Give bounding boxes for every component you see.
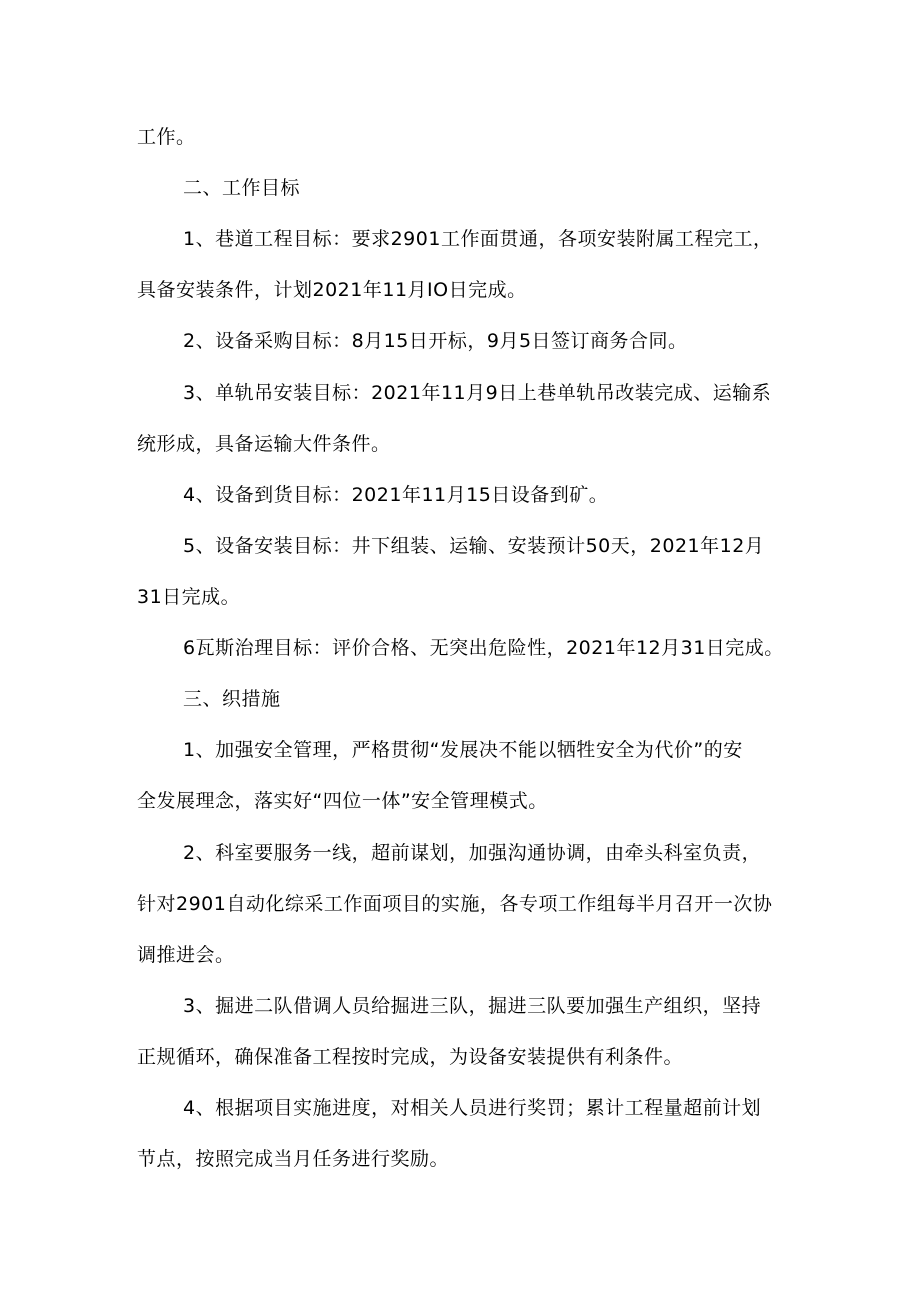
text-line: 1、巷道工程目标：要求2901工作面贯通，各项安装附属工程完工，: [183, 228, 773, 250]
text-line: 调推进会。: [137, 944, 235, 966]
text-line: 5、设备安装目标：井下组装、运输、安装预计50天，2021年12月: [183, 535, 765, 557]
text-line: 全发展理念，落实好“四位一体”安全管理模式。: [137, 790, 548, 812]
text-line: 31日完成。: [137, 586, 241, 608]
text-line: 3、掘进二队借调人员给掘进三队，掘进三队要加强生产组织，坚持: [183, 995, 762, 1017]
text-line: 6瓦斯治理目标：评价合格、无突出危险性，2021年12月31日完成。: [183, 637, 784, 659]
text-line: 统形成，具备运输大件条件。: [137, 433, 391, 455]
text-line: 工作。: [137, 126, 196, 148]
text-line: 2、科室要服务一线，超前谋划，加强沟通协调，由牵头科室负责，: [183, 842, 762, 864]
text-line: 4、根据项目实施进度，对相关人员进行奖罚；累计工程量超前计划: [183, 1097, 762, 1119]
text-line: 3、单轨吊安装目标：2021年11月9日上巷单轨吊改装完成、运输系: [183, 382, 772, 404]
text-line: 1、加强安全管理，严格贯彻“发展决不能以牺牲安全为代价”的安: [183, 739, 743, 761]
section-heading: 二、工作目标: [183, 177, 301, 199]
text-line: 2、设备采购目标：8月15日开标，9月5日签订商务合同。: [183, 330, 688, 352]
text-line: 节点，按照完成当月任务进行奖励。: [137, 1148, 450, 1170]
section-heading: 三、织措施: [183, 688, 281, 710]
text-line: 针对2901自动化综采工作面项目的实施，各专项工作组每半月召开一次协: [137, 893, 773, 915]
text-line: 具备安装条件，计划2021年11月IO日完成。: [137, 279, 527, 301]
text-line: 4、设备到货目标：2021年11月15日设备到矿。: [183, 484, 609, 506]
text-line: 正规循环，确保准备工程按时完成，为设备安装提供有利条件。: [137, 1046, 684, 1068]
